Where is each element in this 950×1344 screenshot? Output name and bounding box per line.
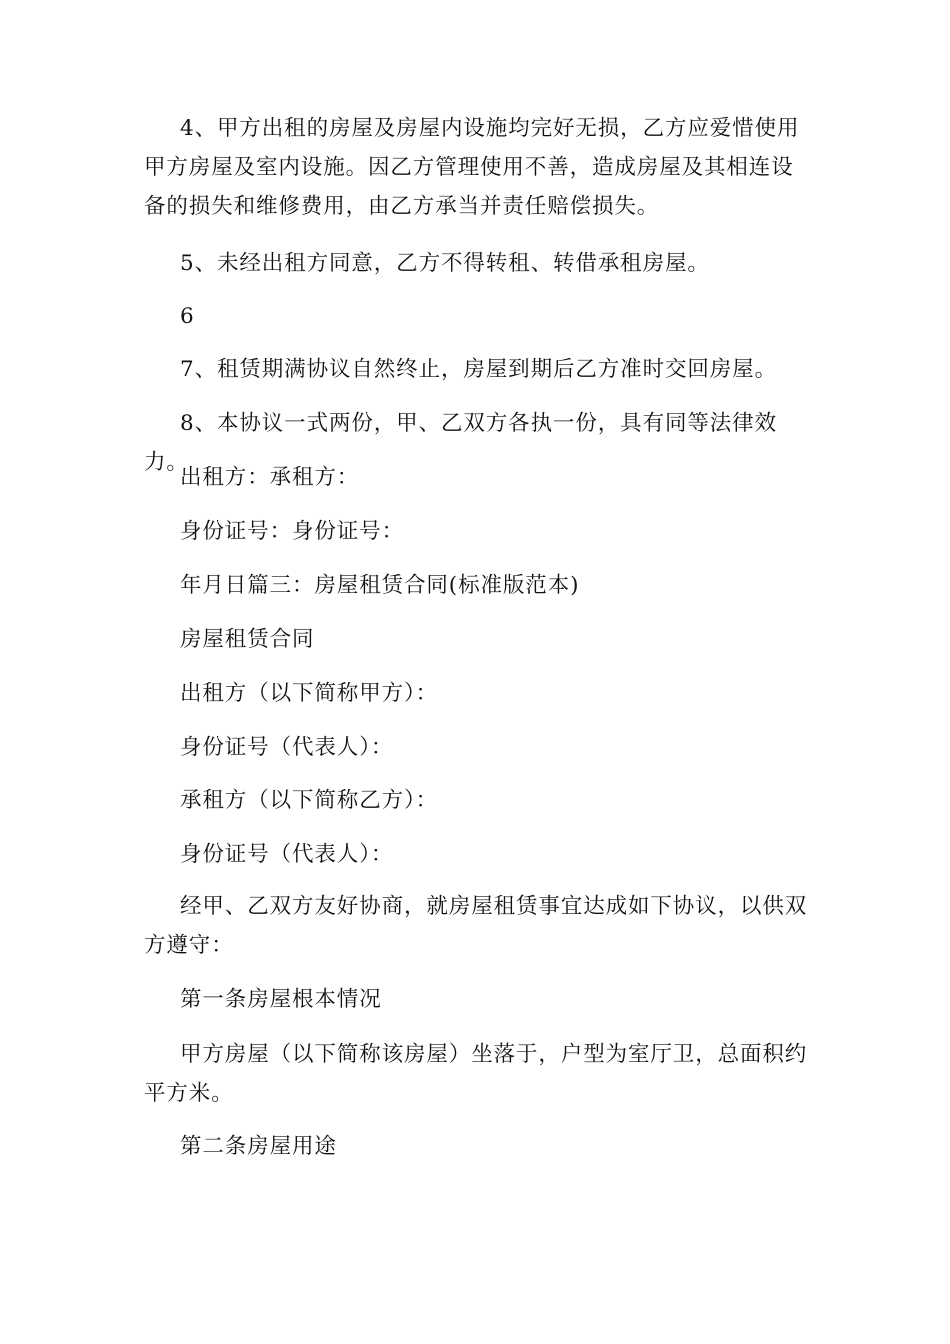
clause-4-paragraph: 4、甲方出租的房屋及房屋内设施均完好无损，乙方应爱惜使用甲方房屋及室内设施。因乙方管理使用不善，造成房屋及其相连设备的损失和维修费用，由乙方承当并责任赔偿损失。 xyxy=(144,116,800,219)
clause-8-paragraph: 8、本协议一式两份，甲、乙双方各执一份，具有同等法律效力。 xyxy=(144,411,777,475)
lessee-id-field: 身份证号（代表人）： xyxy=(180,842,394,867)
lessee-field: 承租方（以下简称乙方）： xyxy=(180,788,439,813)
article-1-heading: 第一条房屋根本情况 xyxy=(180,987,382,1012)
date-and-section-heading: 年月日篇三：房屋租赁合同(标准版范本) xyxy=(180,573,580,598)
lessor-id-field: 身份证号（代表人）： xyxy=(180,735,394,760)
lessor-field: 出租方（以下简称甲方）： xyxy=(180,681,439,706)
clause-7-paragraph: 7、租赁期满协议自然终止，房屋到期后乙方准时交回房屋。 xyxy=(180,357,777,382)
lessor-lessee-signature-line: 出租方：承租方： xyxy=(180,465,360,490)
id-number-signature-line: 身份证号：身份证号： xyxy=(180,519,405,544)
contract-title: 房屋租赁合同 xyxy=(180,627,315,652)
article-2-heading: 第二条房屋用途 xyxy=(180,1134,337,1159)
clause-6-paragraph: 6 xyxy=(180,304,195,329)
agreement-preamble: 经甲、乙双方友好协商，就房屋租赁事宜达成如下协议，以供双方遵守： xyxy=(144,894,808,958)
article-1-body: 甲方房屋（以下简称该房屋）坐落于，户型为室厅卫，总面积约平方米。 xyxy=(144,1042,808,1106)
clause-5-paragraph: 5、未经出租方同意，乙方不得转租、转借承租房屋。 xyxy=(180,251,710,276)
